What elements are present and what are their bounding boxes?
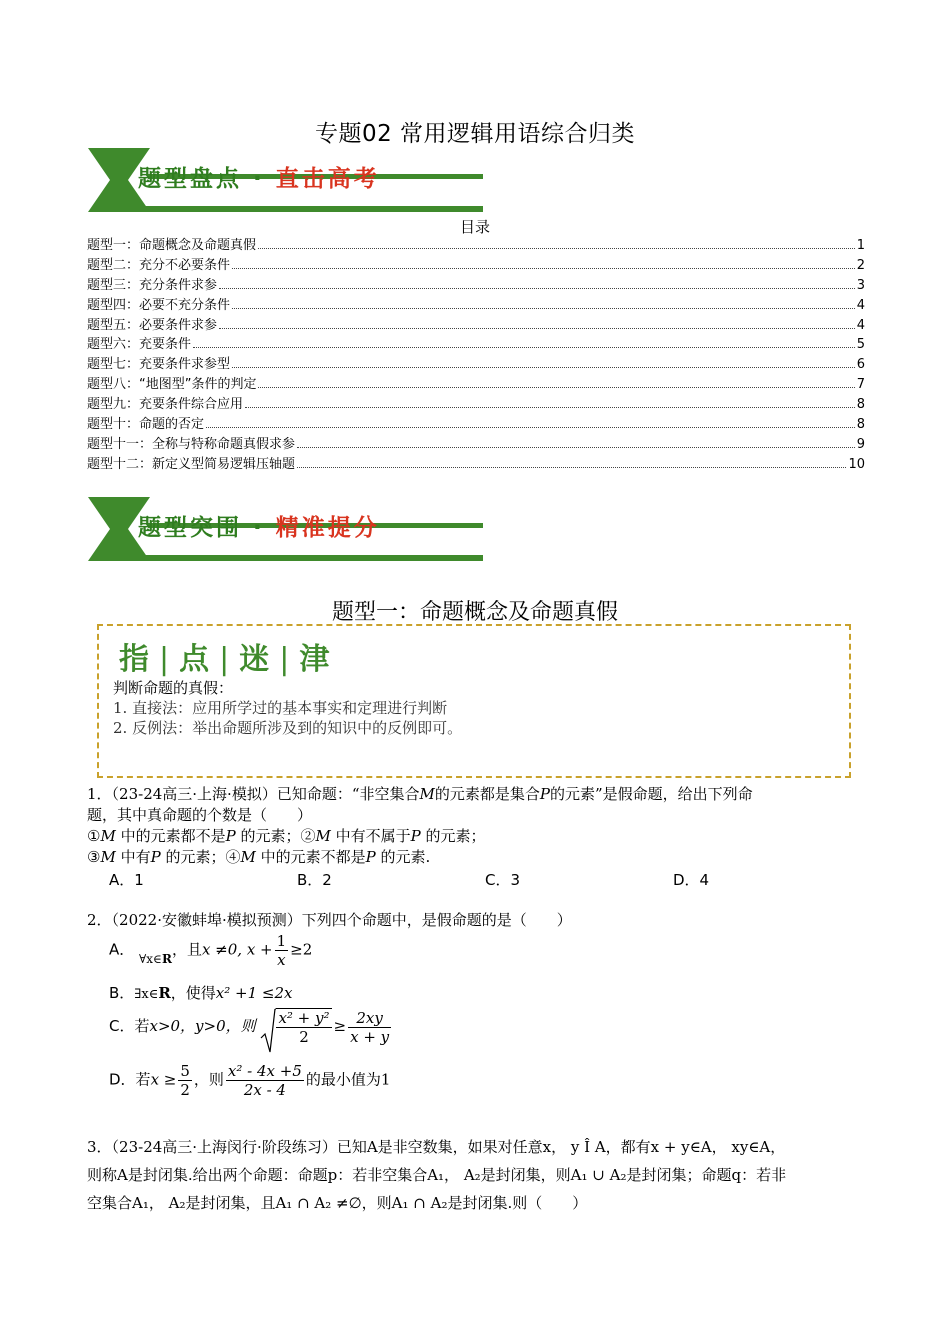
toc-item[interactable] [87,236,865,256]
toc-page: 8 [856,417,865,433]
math-expr: ≥ [333,1017,347,1035]
option-a[interactable]: A．1 [109,871,144,889]
toc-item[interactable] [87,355,865,375]
fraction-denominator: 2 [299,1028,309,1046]
option-d[interactable]: D．4 [673,871,710,889]
toc-label: 题型十二：新定义型简易逻辑压轴题 [87,456,296,472]
fraction-denominator: x [277,951,286,969]
banner-dot: · [242,166,276,192]
toc-leader [232,367,855,368]
question-source: （23-24高三·上海闵行·阶段练习） [111,1138,337,1156]
question-stem: 已知命题：“非空集合 [276,785,420,803]
toc-item[interactable] [87,435,865,455]
toc-leader [258,248,855,249]
toc-leader [245,407,855,408]
tip-box [97,624,851,778]
math-expr: R [158,984,171,1002]
statement-text: 中有 [115,848,151,866]
toc-leader [219,288,855,289]
statement-marker: ① [87,827,101,845]
statement-text: 中的元素都不是 [115,827,226,845]
tip-char: 点 [179,642,214,677]
question-1 [87,784,862,891]
toc-item[interactable] [87,375,865,395]
option-label: C．若 [109,1017,150,1035]
tip-char: 津 [299,642,334,677]
math-expr: x ≠0, x + [201,940,273,959]
toc-label: 题型七：充要条件求参型 [87,357,231,373]
question-stem: 已知A是非空数集，如果对任意x， y Î A，都有x + y∈A， xy∈A， [336,1138,786,1156]
question-number: 2． [87,911,112,929]
math-expr: x² +1 ≤2x [215,984,293,1002]
fraction [348,1009,391,1046]
math-expr: ∀x∈ [139,951,162,966]
math-expr: ∃x∈ [134,987,159,1002]
toc-label: 题型一：命题概念及命题真假 [87,238,257,253]
toc-leader [258,387,854,388]
fraction-numerator: x² + y² [278,1009,330,1027]
tip-heading: 指 | 点 | 迷 | 津 [119,642,334,677]
math-symbol: P [539,785,550,803]
option-a[interactable] [109,932,312,969]
statement-line [87,847,862,868]
math-symbol: P [150,848,161,866]
toc-item[interactable] [87,395,865,415]
toc-item[interactable] [87,296,865,316]
sqrt-expression [260,1008,333,1046]
toc-label: 题型十：命题的否定 [87,417,205,433]
math-symbol: M [100,848,116,866]
banner-text-a: 题型盘点 [138,166,242,192]
question-source: （23-24高三·上海·模拟） [111,785,277,803]
option-text: ，则 [193,1070,224,1089]
tip-line: 判断命题的真假： [113,679,234,697]
math-expr: x ≥ [150,1070,177,1089]
toc-label: 题型十一：全称与特称命题真假求参 [87,436,296,452]
question-stem: 则称A是封闭集.给出两个命题：命题p：若非空集合A₁， A₂是封闭集，则A₁ ∪ A₂是封闭集；命题q：若非 [87,1166,787,1184]
toc-page: 6 [856,357,865,373]
statement-marker: ③ [87,848,101,866]
toc-item[interactable] [87,415,865,435]
toc-label: 题型八：“地图型”条件的判定 [87,377,257,393]
banner-text-b: 精准提分 [275,515,380,541]
math-symbol: M [100,827,116,845]
toc-label: 题型五：必要条件求参 [87,317,218,333]
tip-line: 1. 直接法：应用所学过的基本事实和定理进行判断 [113,699,448,717]
toc-label: 题型四：必要不充分条件 [87,297,231,313]
toc-leader [206,427,855,428]
statement-text: 中的元素不都是 [255,848,366,866]
banner-text-b: 直击高考 [275,166,380,192]
option-c[interactable]: C．3 [485,871,521,889]
toc-label: 题型三：充分条件求参 [87,277,218,293]
toc-item[interactable] [87,276,865,296]
fraction-numerator: 5 [180,1062,190,1080]
fraction [276,1008,331,1046]
fraction-numerator: 2xy [348,1009,391,1028]
math-expr: x>0，y>0，则 [149,1017,256,1035]
question-stem: 题，其中真命题的个数是（ ） [87,806,313,824]
option-text: 的最小值为1 [305,1070,391,1089]
tip-content [113,678,462,738]
banner-text-a: 题型突围 [138,515,242,541]
toc-page: 3 [856,277,865,293]
toc-page: 2 [856,257,865,273]
toc-leader [232,308,855,309]
option-text: ，使得 [170,984,216,1002]
question-3 [87,1133,862,1217]
statement-text: 中有不属于 [330,827,411,845]
toc-page: 4 [856,317,865,333]
tip-char: 指 [119,642,153,677]
banner-dot: · [242,515,276,541]
section-title: 题型一：命题概念及命题真假 [331,600,618,625]
toc-item[interactable] [87,335,865,355]
section-banner-practice [88,497,483,561]
option-c[interactable] [109,1008,393,1046]
option-text: ，且 [171,940,202,959]
document-title: 专题02 常用逻辑用语综合归类 [314,121,636,147]
toc-label: 题型九：充要条件综合应用 [87,397,244,413]
toc-page: 5 [856,337,865,353]
math-expr: ≥2 [290,940,313,959]
toc-item[interactable] [87,316,865,336]
fraction [226,1062,304,1099]
math-symbol: M [315,827,331,845]
question-2 [87,910,862,931]
fraction-denominator: 2x - 4 [243,1081,286,1099]
fraction-denominator: x + y [350,1027,390,1046]
toc-leader [232,268,855,269]
toc-item[interactable] [87,256,865,276]
toc-item[interactable] [87,455,865,475]
toc-label: 题型二：充分不必要条件 [87,257,231,273]
toc-page: 10 [848,456,865,472]
section-banner-overview [88,148,483,212]
answer-options [87,870,862,891]
math-symbol: M [240,848,256,866]
statement-text: 的元素. [375,848,431,866]
toc-page: 8 [856,397,865,413]
option-b[interactable]: B．2 [297,871,332,889]
statement-text: 的元素；② [235,827,316,845]
math-symbol: P [410,827,421,845]
toc-page: 4 [856,297,865,313]
toc-leader [219,328,855,329]
statement-text: 的元素；④ [160,848,241,866]
math-symbol: P [365,848,376,866]
question-source: （2022·安徽蚌埠·模拟预测） [111,911,302,929]
question-number: 1． [87,785,112,803]
option-label: D．若 [109,1070,151,1089]
statement-line [87,826,862,847]
question-stem: 的元素”是假命题，给出下列命 [549,785,753,803]
toc-leader [297,467,846,468]
fraction-numerator: x² - 4x +5 [227,1062,302,1080]
toc-leader [193,347,855,348]
statement-text: 的元素； [420,827,486,845]
option-b[interactable] [109,982,293,1003]
toc-label: 题型六：充要条件 [87,337,192,353]
toc-leader [297,447,855,448]
option-d[interactable] [109,1062,390,1099]
question-stem: 空集合A₁， A₂是封闭集，且A₁ ∩ A₂ ≠∅，则A₁ ∩ A₂是封闭集.则（ ） [87,1194,588,1212]
fraction-numerator: 1 [276,932,287,950]
math-symbol: P [225,827,236,845]
sqrt-icon [260,1008,276,1054]
toc-page: 9 [856,436,865,452]
question-stem: 的元素都是集合 [434,785,540,803]
question-number: 3． [87,1138,112,1156]
fraction-denominator: 2 [180,1081,190,1099]
fraction [275,932,289,969]
toc-page: 7 [856,377,865,393]
option-label: A． [109,940,135,959]
tip-char: 迷 [239,642,274,677]
toc-heading: 目录 [459,218,490,236]
math-symbol: M [419,785,435,803]
tip-line: 2. 反例法：举出命题所涉及到的知识中的反例即可。 [113,719,463,737]
question-stem: 下列四个命题中，是假命题的是（ ） [301,911,572,929]
option-label: B． [109,984,135,1002]
table-of-contents [87,236,865,475]
toc-page: 1 [856,238,865,253]
fraction [178,1062,192,1099]
math-expr: R [161,951,172,966]
